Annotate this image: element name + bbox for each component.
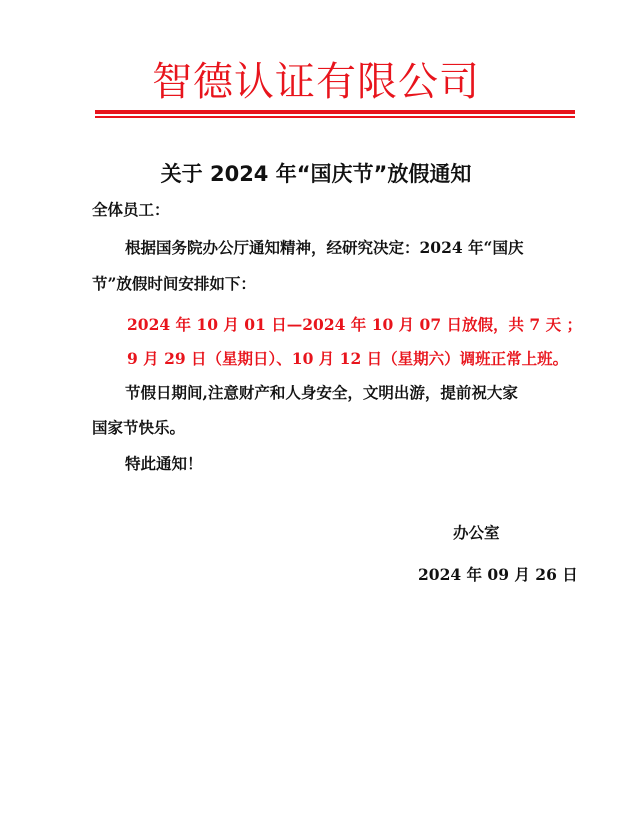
paragraph-2-line-2: 国家节快乐。: [92, 418, 186, 437]
signature-department: 办公室: [453, 523, 500, 542]
paragraph-2-line-1: 节假日期间,注意财产和人身安全，文明出游，提前祝大家: [125, 383, 518, 402]
letterhead-divider-thin: [95, 116, 575, 118]
closing-remark: 特此通知！: [125, 454, 203, 473]
company-letterhead: 智德认证有限公司: [152, 59, 480, 105]
salutation: 全体员工：: [92, 200, 170, 219]
holiday-range: 2024 年 10 月 01 日—2024 年 10 月 07 日放假，共 7 天 ；: [127, 315, 582, 334]
notice-date: 2024 年 09 月 26 日: [418, 565, 578, 584]
notice-title: 关于 2024 年“国庆节”放假通知: [160, 162, 472, 186]
paragraph-1-line-1: 根据国务院办公厅通知精神，经研究决定：2024 年“国庆: [125, 238, 524, 257]
workday-adjustment: 9 月 29 日（星期日）、10 月 12 日（星期六）调班正常上班。: [127, 349, 569, 368]
paragraph-1-line-2: 节”放假时间安排如下：: [92, 274, 256, 293]
letterhead-divider-thick: [95, 110, 575, 114]
